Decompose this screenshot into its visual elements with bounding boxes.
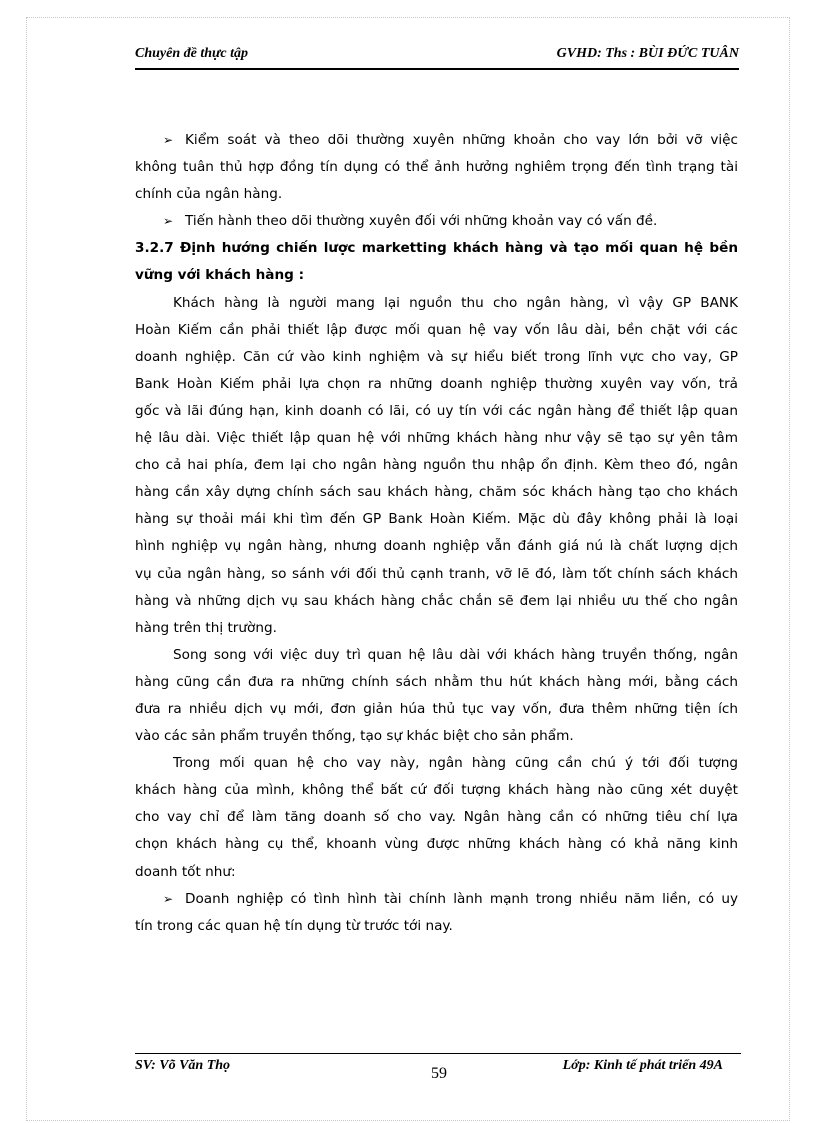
text-line: doanh tốt như: <box>135 863 236 880</box>
text-line: gốc và lãi đúng hạn, kinh doanh có lãi, có uy tín với các ngân hàng để thiết lập quan <box>135 402 738 419</box>
bullet-line: ➢ Doanh nghiệp có tình hình tài chính lành mạnh trong nhiều năm liền, có uy <box>135 886 738 913</box>
text-line: doanh nghiệp. Căn cứ vào kinh nghiệm và sự hiểu biết trong lĩnh vực cho vay, GP <box>135 348 738 365</box>
text-line: Hoàn Kiếm cần phải thiết lập được mối quan hệ vay vốn lâu dài, bền chặt với các <box>135 321 738 338</box>
student-name: SV: Võ Văn Thọ <box>135 1058 231 1073</box>
text-line: vào các sản phẩm truyền thống, tạo sự khác biệt cho sản phẩm. <box>135 728 574 745</box>
bullet-line: ➢ Kiểm soát và theo dõi thường xuyên những khoản cho vay lớn bởi vỡ việc <box>135 127 738 154</box>
bullet-line: ➢ Tiến hành theo dõi thường xuyên đối với những khoản vay có vấn đề. <box>135 208 738 235</box>
text-line: chính của ngân hàng. <box>135 186 283 203</box>
section-heading: 3.2.7 Định hướng chiến lược marketting khách hàng và tạo mối quan hệ bền <box>135 240 738 257</box>
paragraph-first-line: Song song với việc duy trì quan hệ lâu dài với khách hàng truyền thống, ngân <box>173 646 738 663</box>
page-number: 59 <box>431 1065 447 1082</box>
page-header <box>135 46 739 70</box>
header-title: Chuyên đề thực tập <box>135 46 249 61</box>
text-line: hàng và những dịch vụ sau khách hàng chắc chắn sẽ đem lại nhiều ưu thế cho ngân <box>135 592 738 609</box>
text-line: hàng cũng cần đưa ra những chính sách nhằm thu hút khách hàng mới, bằng cách <box>135 673 738 690</box>
text-line: hàng cần xây dựng chính sách sau khách hàng, chăm sóc khách hàng tạo cho khách <box>135 484 738 501</box>
text-line: vụ của ngân hàng, so sánh với đối thủ cạnh tranh, vỡ lẽ đó, làm tốt chính sách khách <box>135 565 738 582</box>
paragraph-first-line: Khách hàng là người mang lại nguồn thu cho ngân hàng, vì vậy GP BANK <box>173 294 738 311</box>
arrow-bullet-icon: ➢ <box>163 891 174 906</box>
header-advisor: GVHD: Ths : BÙI ĐỨC TUÂN <box>556 46 739 61</box>
text-line: hệ lâu dài. Việc thiết lập quan hệ với những khách hàng như vậy sẽ tạo sự yên tâm <box>135 430 738 447</box>
page-footer <box>135 1053 741 1114</box>
text-line: Bank Hoàn Kiếm phải lựa chọn ra những doanh nghiệp thường xuyên vay vốn, trả <box>135 375 738 392</box>
section-heading-cont: vững với khách hàng : <box>135 267 305 284</box>
text-line: chọn khách hàng cụ thể, khoanh vùng được những khách hàng có khả năng kinh <box>135 836 738 853</box>
arrow-bullet-icon: ➢ <box>163 214 174 229</box>
text-line: không tuân thủ hợp đồng tín dụng có thể ảnh hưởng nghiêm trọng đến tình trạng tài <box>135 159 738 176</box>
text-line: đưa ra nhiều dịch vụ mới, đơn giản húa thủ tục vay vốn, đưa thêm những tiện ích <box>135 700 738 717</box>
text-line: hàng trên thị trường. <box>135 619 277 636</box>
class-name: Lớp: Kinh tế phát triển 49A <box>562 1058 723 1073</box>
text-line: cho vay chỉ để làm tăng doanh số cho vay. Ngân hàng cần có những tiêu chí lựa <box>135 809 738 826</box>
text-line: hàng sự thoải mái khi tìm đến GP Bank Hoàn Kiếm. Mặc dù đây không phải là loại <box>135 511 738 528</box>
text-line: tín trong các quan hệ tín dụng từ trước tới nay. <box>135 917 453 934</box>
document-body <box>135 127 738 940</box>
paragraph-first-line: Trong mối quan hệ cho vay này, ngân hàng cũng cần chú ý tới đối tượng <box>173 755 738 772</box>
text-line: khách hàng của mình, không thể bất cứ đối tượng khách hàng nào cũng xét duyệt <box>135 782 738 799</box>
text-line: cho cả hai phía, đem lại cho ngân hàng nguồn thu nhập ổn định. Kèm theo đó, ngân <box>135 457 738 474</box>
text-line: hình nghiệp vụ ngân hàng, nhưng doanh nghiệp vẫn đánh giá nú là chất lượng dịch <box>135 538 738 555</box>
arrow-bullet-icon: ➢ <box>163 133 174 147</box>
